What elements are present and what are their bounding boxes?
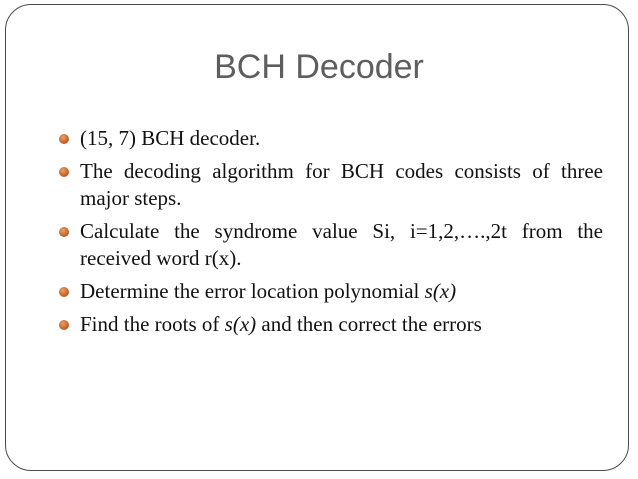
bullet-dot-icon xyxy=(59,227,69,237)
bullet-item xyxy=(58,311,603,338)
bullet-italic-text: s(x) xyxy=(224,312,257,336)
bullet-item xyxy=(58,218,603,272)
bullet-italic-text: s(x) xyxy=(424,279,457,303)
bullet-dot-icon xyxy=(59,320,69,330)
bullet-item xyxy=(58,125,603,152)
slide-title: BCH Decoder xyxy=(214,48,424,86)
bullet-item xyxy=(58,158,603,212)
bullet-dot-icon xyxy=(59,167,69,177)
bullet-dot-icon xyxy=(59,287,69,297)
bullet-text: and then correct the errors xyxy=(256,312,482,336)
bullet-text: Determine the error location polynomial xyxy=(80,279,425,303)
bullet-item xyxy=(58,278,603,305)
bullet-text: Calculate the syndrome value Si, i=1,2,….,2t from the received word r(x). xyxy=(80,219,603,270)
bullet-text: (15, 7) BCH decoder. xyxy=(80,126,261,150)
bullet-text: The decoding algorithm for BCH codes consists of three major steps. xyxy=(80,159,603,210)
bullet-text: Find the roots of xyxy=(80,312,225,336)
bullet-list xyxy=(58,125,603,344)
bullet-dot-icon xyxy=(59,134,69,144)
